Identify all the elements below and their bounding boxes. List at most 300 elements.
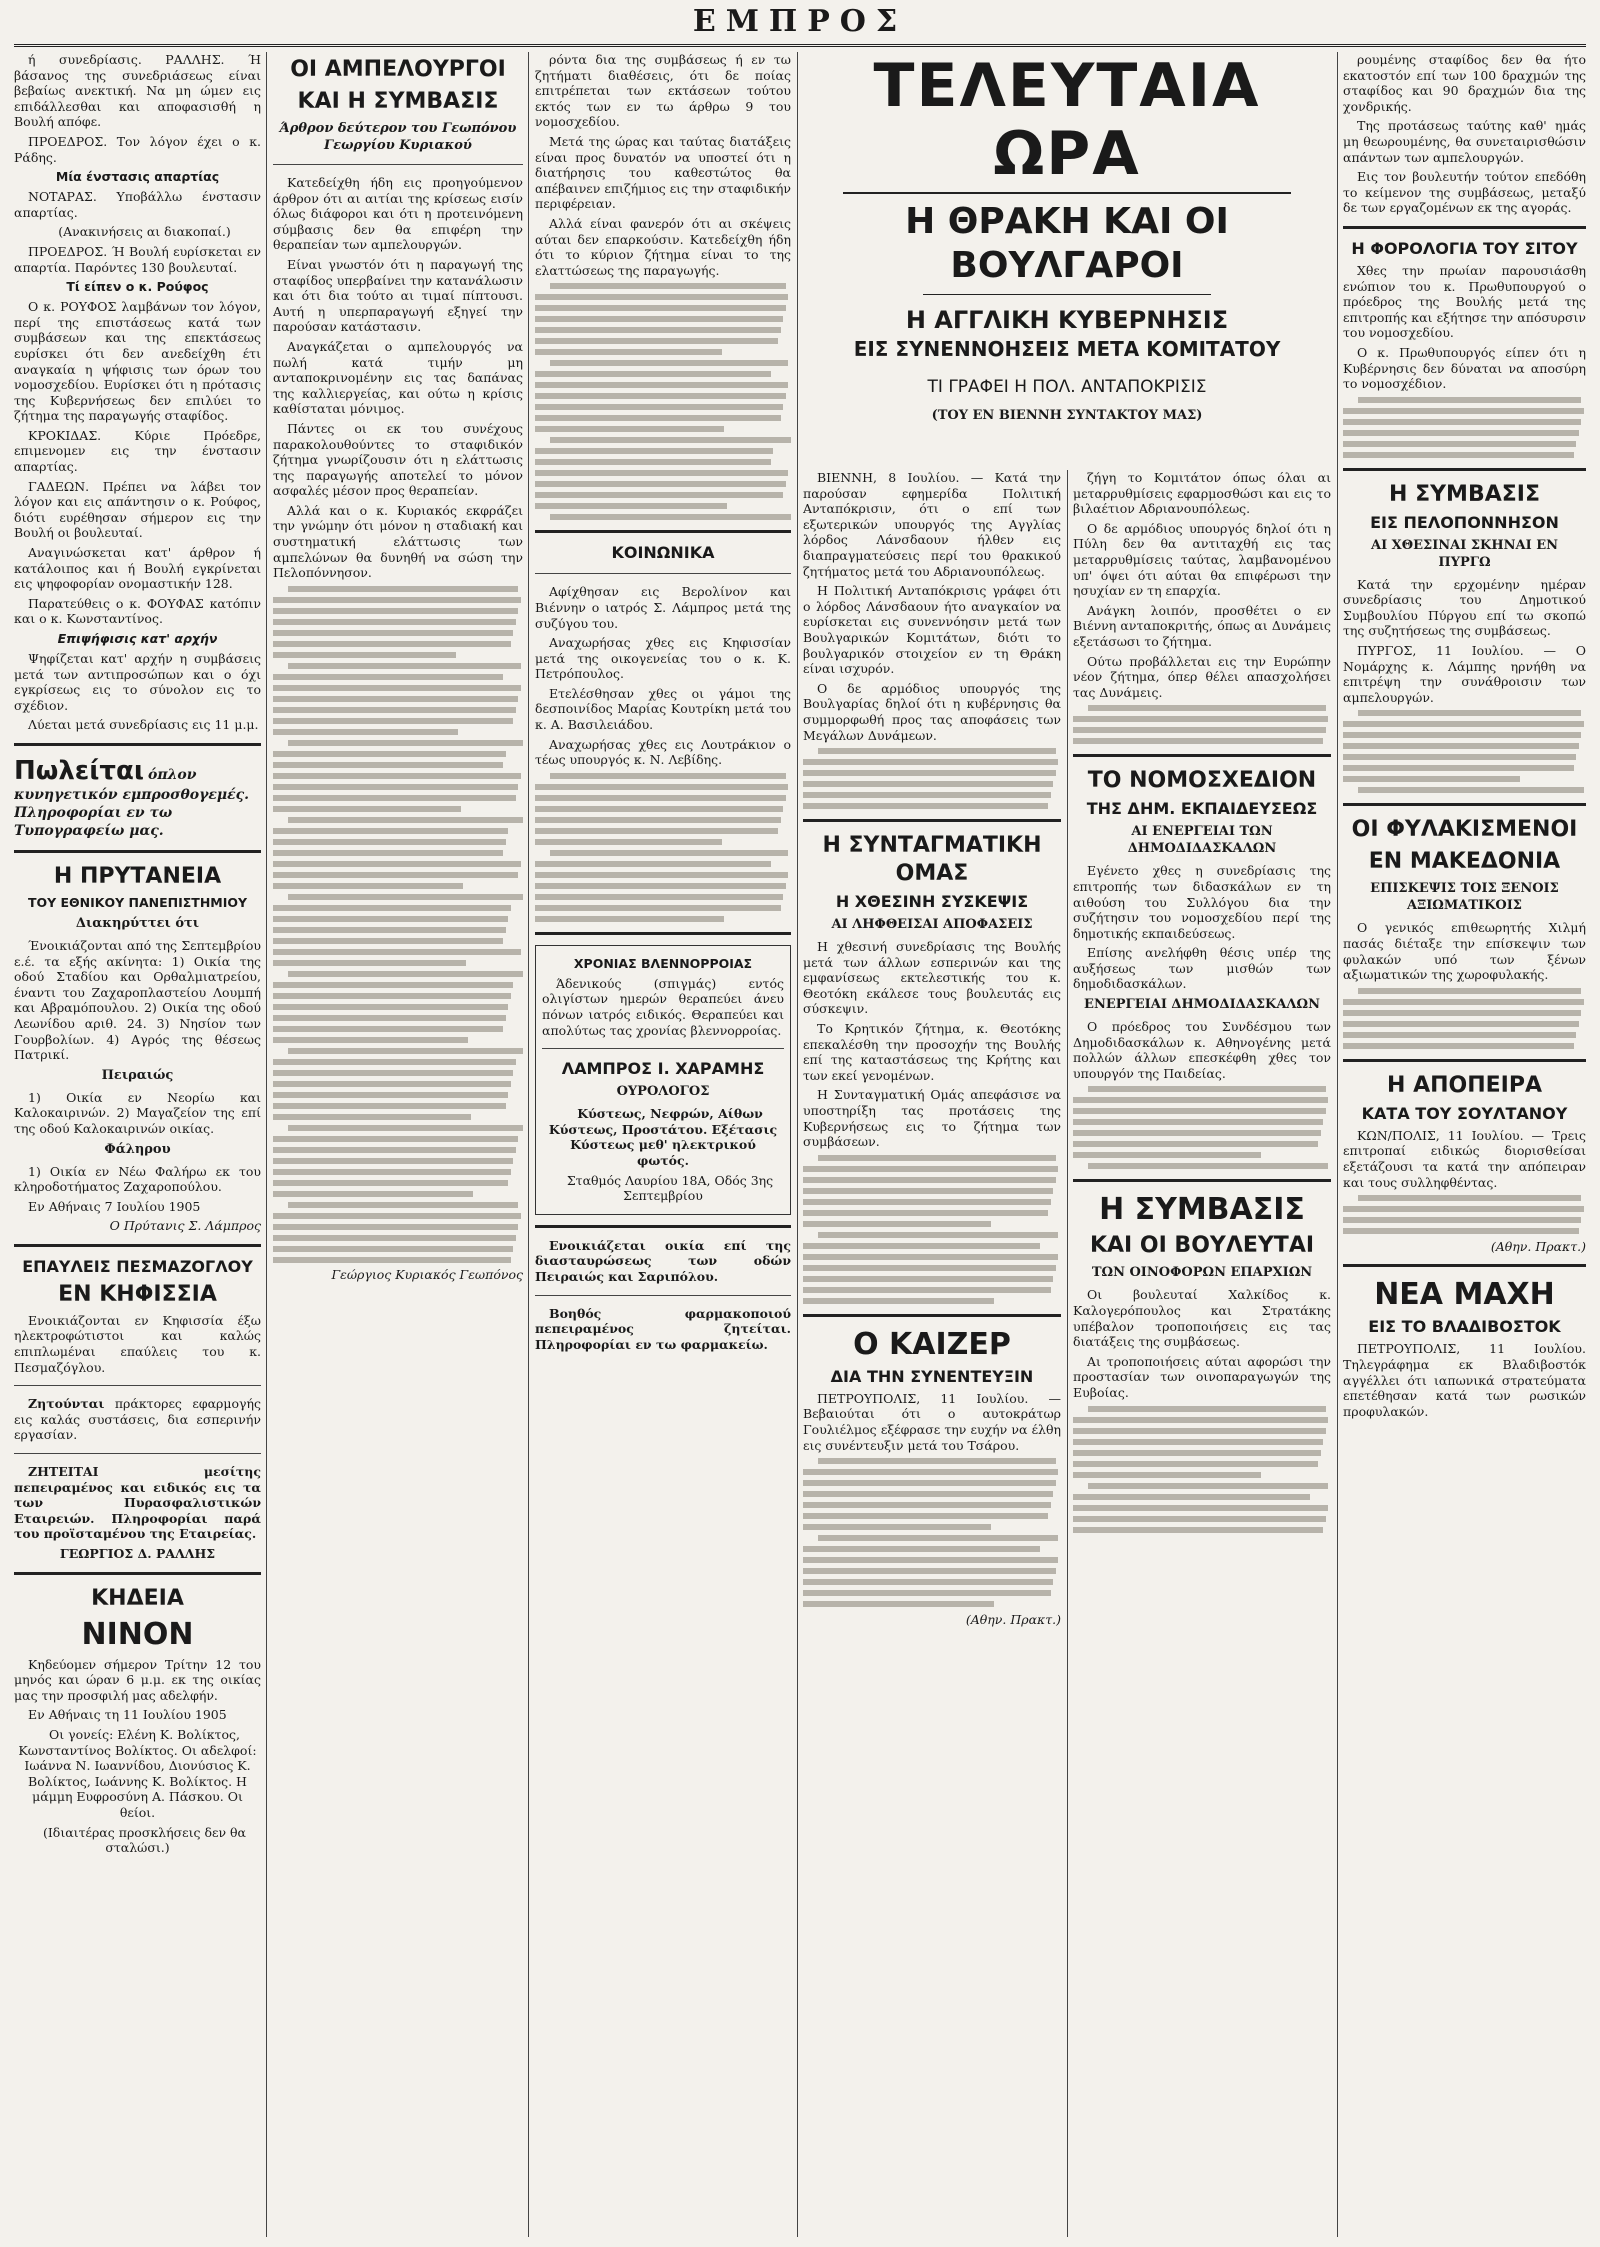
divider bbox=[803, 1314, 1061, 1317]
text-line bbox=[803, 1546, 1040, 1552]
text-line bbox=[818, 1232, 1058, 1238]
text-line bbox=[1343, 452, 1574, 458]
text-line bbox=[1088, 1086, 1325, 1092]
article-body-continued bbox=[803, 1155, 1061, 1304]
divider bbox=[535, 573, 791, 574]
parliament-text: Λύεται μετά συνεδρίασις εις 11 μ.μ. bbox=[28, 717, 259, 733]
text-line bbox=[273, 806, 461, 812]
text-line bbox=[273, 652, 456, 658]
vinegrowers-title: ΟΙ ΑΜΠΕΛΟΥΡΓΟΙ bbox=[290, 57, 506, 82]
text-line bbox=[803, 1568, 1056, 1574]
kifisia-subtitle: ΕΝ ΚΗΦΙΣΣΙΑ bbox=[58, 1281, 217, 1307]
text-line bbox=[1073, 1472, 1261, 1478]
text-line bbox=[1343, 1043, 1574, 1049]
text-line bbox=[535, 894, 783, 900]
article-paragraph: Αναγκάζεται ο αμπελουργός να πωλή κατά τιμήν μη ανταποκρινομένην εις τας δαπάνας της καλλιεργείας, και ούτω η κρίσις καθίσταται μόνιμος. bbox=[273, 338, 523, 417]
convention-subtitle-2: ΤΩΝ ΟΙΝΟΦΟΡΩΝ ΕΠΑΡΧΙΩΝ bbox=[1091, 1265, 1313, 1281]
text-line bbox=[1343, 721, 1584, 727]
text-line bbox=[1073, 1417, 1328, 1423]
text-line bbox=[1343, 430, 1579, 436]
text-line bbox=[1073, 1097, 1328, 1103]
text-line bbox=[273, 729, 458, 735]
text-line bbox=[1343, 419, 1581, 425]
text-line bbox=[273, 773, 521, 779]
zitite-signer: ΓΕΩΡΓΙΟΣ Δ. ΡΑΛΛΗΣ bbox=[59, 1546, 216, 1561]
text-line bbox=[535, 861, 771, 867]
text-line bbox=[273, 630, 513, 636]
text-line bbox=[1343, 1228, 1579, 1234]
doctor-address: Σταθμός Λαυρίου 18Α, Οδός 3ης Σεπτεμβρίου bbox=[566, 1172, 774, 1204]
article-paragraph: Μετά της ώρας και ταύτας διατάξεις είναι προς δυνατόν να υποστεί ότι η διατήρησις του καθεστώτος θα απέβαινεν επιζήμιος εις την σταφιδικήν περιφέρειαν. bbox=[535, 133, 791, 212]
article-paragraph: Της προτάσεως ταύτης καθ' ημάς μη θεωρουμένης, θα συνεταιρισθώσιν απάντων των αμπελουργών. bbox=[1343, 118, 1586, 165]
text-line bbox=[273, 1092, 508, 1098]
article-paragraph: Εγένετο χθες η συνεδρίασις της επιτροπής των διδασκάλων εν τη αιθούση του Συλλόγου δια την συζήτησιν του νομοσχεδίου περί της δημοτικής εκπαιδεύσεως. bbox=[1073, 863, 1331, 941]
text-line bbox=[1358, 710, 1582, 716]
text-line bbox=[273, 641, 511, 647]
wanted-text: πράκτορες εφαρμογής εις καλάς συστάσεις, δια εσπερινήν εργασίαν. bbox=[14, 1396, 261, 1443]
text-line bbox=[1073, 738, 1323, 744]
column-divider bbox=[1067, 470, 1068, 2237]
text-line bbox=[273, 707, 516, 713]
article-body-continued bbox=[273, 586, 523, 1263]
text-line bbox=[535, 382, 788, 388]
parliament-text: Παρατεύθεις ο κ. ΦΟΥΦΑΣ κατόπιν και ο κ. Κωνσταντίνος. bbox=[14, 595, 261, 627]
text-line bbox=[803, 792, 1051, 798]
text-line bbox=[535, 883, 786, 889]
university-subtitle: ΤΟΥ ΕΘΝΙΚΟΥ ΠΑΝΕΠΙΣΤΗΜΙΟΥ bbox=[27, 894, 248, 910]
sale-ad bbox=[14, 756, 261, 840]
text-line bbox=[288, 740, 523, 746]
divider bbox=[1073, 754, 1331, 757]
text-line bbox=[803, 1210, 1048, 1216]
zitite-text: μεσίτης πεπειραμένος και ειδικός εις τα των Πυρασφαλιστικών Εταιρειών. Πληροφορίαι παρά του προϊσταμένου της Εταιρείας. bbox=[14, 1464, 261, 1542]
column-1 bbox=[14, 52, 261, 2237]
sultan-source: (Αθην. Πρακτ.) bbox=[1490, 1238, 1586, 1254]
peiraeus-text: 1) Οικία εν Νεορίω και Καλοκαιρινών. 2) Μαγαζείον της επί της οδού Καλοκαιρινών οικίας. bbox=[14, 1089, 261, 1136]
text-line bbox=[803, 1480, 1056, 1486]
pelo-subtitle-2: ΑΙ ΧΘΕΣΙΝΑΙ ΣΚΗΝΑΙ ΕΝ ΠΥΡΓΩ bbox=[1370, 537, 1558, 570]
committee-headline: ΕΙΣ ΣΥΝΕΝΝΟΗΣΕΙΣ ΜΕΤΑ ΚΟΜΙΤΑΤΟΥ bbox=[853, 337, 1281, 361]
text-line bbox=[803, 1524, 991, 1530]
text-line bbox=[803, 1502, 1051, 1508]
text-line bbox=[273, 872, 518, 878]
text-line bbox=[803, 1166, 1058, 1172]
text-line bbox=[535, 327, 781, 333]
article-paragraph: Αλλά είναι φανερόν ότι αι σκέψεις αύται δεν επαρκούσιν. Κατεδείχθη ήδη ότι το κύριον ζήτημα είναι το της ελαττώσεως της παραγωγής. bbox=[535, 215, 791, 278]
parliament-text: ΓΑΔΕΩΝ. Πρέπει να λάβει τον λόγον και εις απάντησιν ο κ. Ρούφος, διότι ευρέθησαν σήμερον εις την Βουλή οι βουλευταί. bbox=[14, 478, 261, 541]
last-hour-banner bbox=[803, 52, 1331, 430]
article-paragraph: Ανάγκη λοιπόν, προσθέτει ο εν Βιέννη ανταποκριτής, όπως αι Δυνάμεις εξετάσωσι το ζήτημα. bbox=[1073, 602, 1331, 649]
article-paragraph: ΠΥΡΓΟΣ, 11 Ιουλίου. — Ο Νομάρχης κ. Λάμπης ηρνήθη να επιτρέψη την συνάθροισιν των αμπελουργών. bbox=[1343, 643, 1586, 705]
funeral-note: (Ιδιαιτέρας προσκλήσεις δεν θα σταλώσι.) bbox=[42, 1824, 246, 1856]
article-body-continued bbox=[1073, 1406, 1331, 1533]
text-line bbox=[535, 481, 786, 487]
article-paragraph: Η Πολιτική Ανταπόκρισις γράφει ότι ο λόρδος Λάνσδαουν ήτο αναγκαίον να ευρίσκεται εις συνεννόησιν μετά των Βουλγαρικών Κομιτάτων, διότι το βουλγαρικόν στοιχείον εν τη Θράκη είναι ισχυρόν. bbox=[803, 583, 1061, 677]
social-item: Αφίχθησαν εις Βερολίνον και Βιέννην ο ιατρός Σ. Λάμπρος μετά της συζύγου του. bbox=[535, 584, 791, 631]
text-line bbox=[1358, 988, 1582, 994]
text-line bbox=[273, 1037, 468, 1043]
text-line bbox=[273, 1257, 511, 1263]
text-line bbox=[803, 1276, 1053, 1282]
article-body-continued bbox=[535, 283, 791, 520]
article-body-continued bbox=[1343, 988, 1586, 1049]
text-line bbox=[535, 806, 783, 812]
teachers-heading: ΕΝΕΡΓΕΙΑΙ ΔΗΜΟΔΙΔΑΣΚΑΛΩΝ bbox=[1084, 997, 1320, 1013]
text-line bbox=[273, 674, 503, 680]
text-line bbox=[803, 1221, 991, 1227]
text-line bbox=[535, 294, 788, 300]
british-gov-headline: Η ΑΓΓΛΙΚΗ ΚΥΒΕΡΝΗΣΙΣ bbox=[905, 306, 1229, 334]
text-line bbox=[535, 817, 781, 823]
dateline: (ΤΟΥ ΕΝ ΒΙΕΝΝΗ ΣΥΝΤΑΚΤΟΥ ΜΑΣ) bbox=[931, 408, 1203, 423]
text-line bbox=[803, 770, 1056, 776]
text-line bbox=[1343, 999, 1584, 1005]
text-line bbox=[288, 1202, 518, 1208]
funeral-text: Κηδεύομεν σήμερον Τρίτην 12 του μηνός και ώραν 6 μ.μ. εκ της οικίας μας την προσφιλή μας αδελφήν. bbox=[14, 1656, 261, 1703]
funeral-name: ΝΙΝΟΝ bbox=[81, 1616, 194, 1652]
parliament-text: ΠΡΟΕΔΡΟΣ. Ή Βουλή ευρίσκεται εν απαρτία. Παρόντες 130 βουλευταί. bbox=[14, 243, 261, 275]
text-line bbox=[818, 1458, 1055, 1464]
text-line bbox=[1073, 1527, 1323, 1533]
text-line bbox=[288, 1125, 523, 1131]
text-line bbox=[273, 839, 506, 845]
text-line bbox=[803, 1513, 1048, 1519]
pelo-title: Η ΣΥΜΒΑΣΙΣ bbox=[1389, 481, 1540, 507]
divider bbox=[14, 1244, 261, 1247]
text-line bbox=[535, 872, 788, 878]
divider bbox=[14, 743, 261, 746]
education-bill-subtitle-2: ΑΙ ΕΝΕΡΓΕΙΑΙ ΤΩΝ ΔΗΜΟΔΙΔΑΣΚΑΛΩΝ bbox=[1127, 824, 1277, 857]
text-line bbox=[273, 696, 518, 702]
divider bbox=[1343, 803, 1586, 806]
parliament-text: Ψηφίζεται κατ' αρχήν η συμβάσεις μετά των αντιπροσώπων και ο όχι εγκρίσεως εις το σύνολον εις το σχέδιον. bbox=[14, 651, 261, 713]
text-line bbox=[273, 938, 503, 944]
text-line bbox=[1343, 441, 1576, 447]
text-line bbox=[1073, 1141, 1318, 1147]
text-line bbox=[535, 415, 781, 421]
text-line bbox=[803, 781, 1053, 787]
education-bill-subtitle: ΤΗΣ ΔΗΜ. ΕΚΠΑΙΔΕΥΣΕΩΣ bbox=[1086, 799, 1318, 819]
text-line bbox=[288, 586, 518, 592]
text-line bbox=[1088, 705, 1325, 711]
correspondence-headline: ΤΙ ΓΡΑΦΕΙ Η ΠΟΛ. ΑΝΤΑΠΟΚΡΙΣΙΣ bbox=[927, 377, 1207, 397]
text-line bbox=[288, 817, 523, 823]
text-line bbox=[803, 1177, 1056, 1183]
kaiser-source: (Αθην. Πρακτ.) bbox=[965, 1611, 1061, 1627]
quorum-heading: Μία ένστασις απαρτίας bbox=[55, 169, 220, 185]
text-line bbox=[550, 283, 786, 289]
text-line bbox=[273, 1191, 473, 1197]
article-paragraph: Είναι γνωστόν ότι η παραγωγή της σταφίδος υπερβαίνει την κατανάλωσιν και ότι δια τούτο αι τιμαί πίπτουσι. Αυτή η υπερπαραγωγή εξηγεί την παρούσαν κατάστασιν. bbox=[273, 256, 523, 335]
column-2 bbox=[273, 52, 523, 2237]
university-date: Εν Αθήναις 7 Ιουλίου 1905 bbox=[28, 1198, 201, 1214]
text-line bbox=[1358, 787, 1584, 793]
text-line bbox=[1073, 1494, 1310, 1500]
text-line bbox=[273, 597, 521, 603]
article-paragraph: Οι βουλευταί Χαλκίδος κ. Καλογερόπουλος και Στρατάκης υπέβαλον τροποποιήσεις εις τας διατάξεις της συμβάσεως. bbox=[1073, 1287, 1331, 1350]
kifisia-text: Ενοικιάζονται εν Κηφισσία έξω ηλεκτροφώτιστοι και καλώς επιπλωμέναι επαύλεις του κ. Πεσμαζόγλου. bbox=[14, 1312, 261, 1375]
zitite-title: ΖΗΤΕΙΤΑΙ bbox=[28, 1464, 99, 1480]
text-line bbox=[1073, 1439, 1323, 1445]
column-divider bbox=[528, 52, 529, 2237]
text-line bbox=[803, 1590, 1051, 1596]
article-body-continued bbox=[1343, 710, 1586, 793]
column-divider bbox=[797, 52, 798, 2237]
vinegrowers-title-2: ΚΑΙ Η ΣΥΜΒΑΣΙΣ bbox=[297, 89, 499, 114]
faliro-text: 1) Οικία εν Νέω Φαλήρω εκ του κληροδοτήματος Ζαχαροπούλου. bbox=[14, 1163, 261, 1195]
text-line bbox=[273, 982, 513, 988]
text-line bbox=[550, 850, 788, 856]
kaiser-subtitle: ΔΙΑ ΤΗΝ ΣΥΝΕΝΤΕΥΞΙΝ bbox=[830, 1366, 1034, 1386]
text-line bbox=[273, 685, 521, 691]
macedonia-subtitle-2: ΕΠΙΣΚΕΨΙΣ ΤΟΙΣ ΞΕΝΟΙΣ ΑΞΙΩΜΑΤΙΚΟΙΣ bbox=[1370, 881, 1559, 914]
sultan-subtitle: ΚΑΤΑ ΤΟΥ ΣΟΥΛΤΑΝΟΥ bbox=[1361, 1103, 1568, 1123]
social-continued bbox=[535, 773, 791, 922]
funeral-signers: Οι γονείς: Ελένη Κ. Βολίκτος, Κωνσταντίνος Βολίκτος. Οι αδελφοί: Ιωάννα Ν. Ιωαννίδου, Διονύσιος Κ. Βολίκτος, Ιωάννης Κ. Βολίκτος. Η μάμμη Ευφροσύνη Α. Πάσκου. Οι θείοι. bbox=[18, 1726, 257, 1820]
text-line bbox=[550, 514, 791, 520]
text-line bbox=[1088, 1163, 1328, 1169]
divider bbox=[1343, 1264, 1586, 1267]
text-line bbox=[1343, 765, 1574, 771]
article-paragraph: Ο δε αρμόδιος υπουργός δηλοί ότι η Πύλη δεν θα αντιταχθή εις τας μεταρρυθμίσεις ταύτας, λαμβανομένου υπ' όψει ότι αύται θα επιφέρωσι την ησυχίαν εν τη επαρχία. bbox=[1073, 520, 1331, 599]
article-paragraph: Κατεδείχθη ήδη εις προηγούμενον άρθρον ότι αι αιτίαι της κρίσεως εισίν όλως διάφοροι και ότι η προτεινόμενη σύμβασις δεν θα επιφέρη την θεραπείαν των αμπελουργών. bbox=[273, 175, 523, 253]
divider bbox=[535, 1225, 791, 1228]
text-line bbox=[273, 1070, 513, 1076]
text-line bbox=[288, 663, 521, 669]
sultan-title: Η ΑΠΟΠΕΙΡΑ bbox=[1387, 1072, 1542, 1098]
battle-subtitle: ΕΙΣ ΤΟ ΒΛΑΔΙΒΟΣΤΟΚ bbox=[1368, 1317, 1561, 1337]
divider bbox=[1343, 226, 1586, 229]
clinic-ad-text: Άδενικούς (σπιγμάς) εντός ολιγίστων ημερών θεραπεύει άνευ πόνων ιατρός ειδικός. Θεραπεύει και απολύτως τας χρονίας βλεννορροίας. bbox=[542, 975, 784, 1038]
article-paragraph: Κατά την ερχομένην ημέραν συνεδρίασις του Δημοτικού Συμβουλίου Πύργου επί τω σκοπώ της συζητήσεως της συμβάσεως. bbox=[1343, 576, 1586, 639]
divider bbox=[273, 164, 523, 165]
text-line bbox=[535, 448, 773, 454]
text-line bbox=[1088, 1406, 1325, 1412]
text-line bbox=[803, 803, 1048, 809]
text-line bbox=[288, 1048, 523, 1054]
article-paragraph: Η Συνταγματική Ομάς απεφάσισε να υποστηρίξη τας προτάσεις της Κυβερνήσεως εις το ζήτημα των συμβάσεων. bbox=[803, 1087, 1061, 1150]
text-line bbox=[273, 1059, 516, 1065]
divider bbox=[803, 819, 1061, 822]
divider bbox=[14, 1453, 261, 1454]
text-line bbox=[273, 949, 521, 955]
text-line bbox=[273, 1136, 518, 1142]
article-paragraph: Εις τον βουλευτήν τούτον επεδόθη το κείμενον της συμβάσεως, μεταξύ δε των εργαζομένων εκ της αγοράς. bbox=[1343, 169, 1586, 216]
text-line bbox=[1343, 1217, 1581, 1223]
text-line bbox=[273, 993, 511, 999]
text-line bbox=[273, 916, 508, 922]
pharmacy-notice: Βοηθός φαρμακοποιού πεπειραμένος ζητείται. Πληροφορίαι εν τω φαρμακείω. bbox=[535, 1305, 791, 1352]
divider bbox=[1073, 1179, 1331, 1182]
article-paragraph: ΚΩΝ/ΠΟΛΙΣ, 11 Ιουλίου. — Τρεις επιτροπαί ειδικώς διορισθείσαι εξετάζουσι τα κατά την απόπειραν και τους συλληφθέντας. bbox=[1343, 1127, 1586, 1190]
text-line bbox=[535, 393, 786, 399]
text-line bbox=[818, 1535, 1058, 1541]
roufos-heading: Τί είπεν ο κ. Ρούφος bbox=[66, 279, 209, 295]
divider bbox=[535, 932, 791, 935]
constitutional-group-subtitle: Η ΧΘΕΣΙΝΗ ΣΥΣΚΕΨΙΣ bbox=[835, 892, 1029, 912]
text-line bbox=[1343, 732, 1581, 738]
divider bbox=[1343, 468, 1586, 471]
parliament-text: ΚΡΟΚΙΔΑΣ. Κύριε Πρόεδρε, επιμενομεν εις την ένστασιν απαρτίας. bbox=[14, 427, 261, 475]
university-title: Η ΠΡΥΤΑΝΕΙΑ bbox=[53, 863, 222, 889]
text-line bbox=[273, 1015, 506, 1021]
vote-heading: Επιψήφισις κατ' αρχήν bbox=[57, 631, 218, 646]
text-line bbox=[550, 360, 788, 366]
text-line bbox=[273, 1103, 506, 1109]
clinic-ad-title: ΧΡΟΝΙΑΣ ΒΛΕΝΝΟΡΡΟΙΑΣ bbox=[573, 955, 753, 971]
text-line bbox=[273, 850, 503, 856]
text-line bbox=[535, 404, 783, 410]
article-paragraph: Επίσης ανελήφθη θέσις υπέρ της αυξήσεως των μισθών των δημοδιδασκάλων. bbox=[1073, 945, 1331, 992]
text-line bbox=[550, 437, 791, 443]
text-line bbox=[1073, 1130, 1321, 1136]
text-line bbox=[273, 718, 513, 724]
text-line bbox=[273, 1224, 518, 1230]
text-line bbox=[273, 905, 511, 911]
article-paragraph: ζήγη το Κομιτάτον όπως όλαι αι μεταρρυθμίσεις εφαρμοσθώσι και εις το βιλαέτιον Αδριανουπόλεως. bbox=[1073, 470, 1331, 517]
text-line bbox=[803, 1199, 1051, 1205]
divider bbox=[535, 1295, 791, 1296]
text-line bbox=[288, 894, 523, 900]
doctor-name: ΛΑΜΠΡΟΣ Ι. ΧΑΡΑΜΗΣ bbox=[561, 1059, 765, 1079]
text-line bbox=[803, 1188, 1053, 1194]
text-line bbox=[1073, 1119, 1323, 1125]
article-paragraph: ΒΙΕΝΝΗ, 8 Ιουλίου. — Κατά την παρούσαν εφημερίδα Πολιτική Ανταπόκρισιν, ότι ο επί των εξωτερικών υπουργός της Αγγλίας λόρδος Λάνσδαουν ήλθεν εις διαπραγματεύσεις περί του θρακικού ζητήματος μετά του Αδριανουπόλεως. bbox=[803, 470, 1061, 579]
pelo-subtitle: ΕΙΣ ΠΕΛΟΠΟΝΝΗΣΟΝ bbox=[1370, 512, 1559, 532]
article-paragraph: Αι τροποποιήσεις αύται αφορώσι την προστασίαν των οινοπαραγωγών της Ευβοίας. bbox=[1073, 1353, 1331, 1400]
text-line bbox=[273, 1169, 511, 1175]
text-line bbox=[1343, 408, 1584, 414]
parliament-text: Αναγινώσκεται κατ' άρθρον ή κατάλοιπος και ή Βουλή εγκρίνεται εις ψηφοφορίαν ονομαστικήν 128. bbox=[14, 545, 261, 592]
university-announce: Διακηρύττει ότι bbox=[75, 915, 200, 931]
column-divider bbox=[266, 52, 267, 2237]
text-line bbox=[273, 619, 516, 625]
divider bbox=[542, 1048, 784, 1049]
text-line bbox=[1073, 1516, 1326, 1522]
article-signature: Γεώργιος Κυριακός Γεωπόνος bbox=[331, 1267, 523, 1283]
text-line bbox=[273, 1180, 508, 1186]
text-line bbox=[803, 759, 1058, 765]
text-line bbox=[273, 1246, 513, 1252]
parliament-opening: ή συνεδρίασις. ΡΑΛΛΗΣ. Ή βάσανος της συνεδριάσεως είναι βεβαίως ανεκτική. Να μη ώμεν εις επιδάλλεσθαι και αποφασισθή η Βουλή απόφε. bbox=[14, 52, 261, 130]
text-line bbox=[1343, 754, 1576, 760]
article-body-continued bbox=[1073, 1086, 1331, 1169]
text-line bbox=[273, 751, 506, 757]
article-paragraph: ρουμένης σταφίδος δεν θα ήτο εκατοστόν επί των 100 δραχμών της σταφίδος και 90 δραχμών δια της χονδρικής. bbox=[1343, 52, 1586, 114]
peiraeus-heading: Πειραιώς bbox=[101, 1067, 174, 1083]
divider bbox=[1343, 1059, 1586, 1062]
text-line bbox=[1358, 397, 1582, 403]
text-line bbox=[803, 1469, 1058, 1475]
text-line bbox=[803, 1254, 1058, 1260]
convention-title: Η ΣΥΜΒΑΣΙΣ bbox=[1099, 1192, 1305, 1228]
text-line bbox=[803, 1265, 1056, 1271]
social-item: Αναχωρήσας χθες εις Λουτράκιον ο τέως υπουργός κ. Ν. Λεβίδης. bbox=[535, 736, 791, 768]
kifisia-title: ΕΠΑΥΛΕΙΣ ΠΕΣΜΑΖΟΓΛΟΥ bbox=[22, 1256, 253, 1276]
text-line bbox=[273, 828, 508, 834]
constitutional-group-subtitle-2: ΑΙ ΛΗΦΘΕΙΣΑΙ ΑΠΟΦΑΣΕΙΣ bbox=[831, 917, 1033, 933]
convention-subtitle: ΚΑΙ ΟΙ ΒΟΥΛΕΥΤΑΙ bbox=[1089, 1233, 1315, 1259]
text-line bbox=[273, 1147, 516, 1153]
text-line bbox=[535, 426, 724, 432]
university-text: Ένοικιάζονται από της Σεπτεμβρίου ε.έ. τα εξής ακίνητα: 1) Οικία της οδού Σταδίου και Ορθαλμιατρείου, έναντι του Ζαχαροπλαστείου Λουμπή και Αβραμόπουλου. 2) Οικία της οδού Λεωνίδου αριθ. 24. 3) Νησίον των Γουρβολίων. 4) Αγρός της θέσεως Πατρικί. bbox=[14, 937, 261, 1063]
faliro-heading: Φάληρου bbox=[104, 1141, 171, 1157]
text-line bbox=[803, 1491, 1053, 1497]
text-line bbox=[1343, 1010, 1581, 1016]
university-signer: Ο Πρύτανις Σ. Λάμπρος bbox=[109, 1218, 261, 1234]
text-line bbox=[535, 492, 783, 498]
grain-tax-title: Η ΦΟΡΟΛΟΓΙΑ ΤΟΥ ΣΙΤΟΥ bbox=[1351, 238, 1578, 258]
masthead-rule bbox=[14, 44, 1586, 47]
text-line bbox=[803, 1298, 994, 1304]
text-line bbox=[818, 1155, 1055, 1161]
article-body-continued bbox=[1343, 397, 1586, 458]
battle-title: ΝΕΑ ΜΑΧΗ bbox=[1374, 1277, 1555, 1313]
text-line bbox=[803, 1287, 1051, 1293]
text-line bbox=[273, 861, 521, 867]
text-line bbox=[273, 608, 518, 614]
divider bbox=[14, 1385, 261, 1386]
text-line bbox=[273, 1081, 511, 1087]
article-paragraph: Αλλά και ο κ. Κυριακός εκφράζει την γνώμην ότι μόνον η σταδιακή και συστηματική ελάττωσις των αμπελώνων θα δυνηθή να σώση την Πελοπόννησον. bbox=[273, 502, 523, 581]
column-5 bbox=[1073, 470, 1331, 2237]
text-line bbox=[1343, 1032, 1576, 1038]
text-line bbox=[535, 470, 788, 476]
article-paragraph: Ο πρόεδρος του Συνδέσμου των Δημοδιδασκάλων κ. Αθηνογένης μετά πολλών άλλων επεσκέφθη χθες τον υπουργόν της Παιδείας. bbox=[1073, 1019, 1331, 1081]
article-body-continued bbox=[803, 1458, 1061, 1607]
funeral-title: ΚΗΔΕΙΑ bbox=[91, 1585, 184, 1611]
article-paragraph: Ο γενικός επιθεωρητής Χιλμή πασάς διέταξε την επίσκεψιν των φυλακών υπό των ξένων αξιωματικών της χωροφυλακής. bbox=[1343, 920, 1586, 983]
text-line bbox=[273, 1158, 513, 1164]
last-hour-title: ΤΕΛΕΥΤΑΙΑ ΩΡΑ bbox=[873, 51, 1261, 189]
divider bbox=[14, 1572, 261, 1575]
vinegrowers-subtitle: Άρθρον δεύτερον του Γεωπόνου Γεωργίου Κυριακού bbox=[279, 121, 517, 153]
thrace-headline: Η ΘΡΑΚΗ ΚΑΙ ΟΙ ΒΟΥΛΓΑΡΟΙ bbox=[905, 201, 1229, 286]
column-3 bbox=[535, 52, 791, 2237]
doctor-specialty: ΟΥΡΟΛΟΓΟΣ bbox=[616, 1084, 710, 1100]
text-line bbox=[273, 883, 463, 889]
text-line bbox=[535, 305, 786, 311]
text-line bbox=[273, 1235, 516, 1241]
parliament-text: (Ανακινήσεις αι διακοπαί.) bbox=[58, 224, 231, 240]
text-line bbox=[535, 503, 727, 509]
column-6 bbox=[1343, 52, 1586, 2237]
sale-ad-text: όπλον κυνηγετικόν εμπροσθογεμές. Πληροφορίαι εν τω Τυπογραφείω μας. bbox=[14, 766, 250, 839]
text-line bbox=[803, 1557, 1058, 1563]
divider bbox=[14, 850, 261, 853]
text-line bbox=[818, 748, 1055, 754]
article-paragraph: Ο δε αρμόδιος υπουργός της Βουλγαρίας δηλοί ότι η κυβέρνησις θα συμμορφωθή προς τας αποφάσεις των Μεγάλων Δυνάμεων. bbox=[803, 680, 1061, 743]
text-line bbox=[1358, 1195, 1582, 1201]
text-line bbox=[288, 971, 523, 977]
text-line bbox=[1088, 1483, 1328, 1489]
text-line bbox=[535, 784, 788, 790]
column-4 bbox=[803, 470, 1061, 2237]
parliament-speaker: ΠΡΟΕΔΡΟΣ. Τον λόγον έχει ο κ. Ράδης. bbox=[14, 133, 261, 165]
article-paragraph: Πάντες οι εκ του συνέχους παρακολουθούντες το σταφιδικόν ζήτημα γνωρίζουσιν ότι η ελάττωσις της παραγωγής αποτελεί το μόνον ασφαλές μέσον προς θεραπείαν. bbox=[273, 420, 523, 499]
article-body-continued bbox=[803, 748, 1061, 809]
text-line bbox=[273, 960, 466, 966]
text-line bbox=[1073, 727, 1326, 733]
article-paragraph: Χθες την πρωίαν παρουσιάσθη ενώπιον του κ. Πρωθυπουργού ο πρόεδρος της Βουλής μετά της επιτροπής και εξήτησε την απόσυρσιν του νομοσχεδίου. bbox=[1343, 262, 1586, 341]
article-paragraph: Η χθεσινή συνεδρίασις της Βουλής μετά των άλλων εσπερινών και της εμφανίσεως εκτελεστικής του κ. Θεοτόκη εκάλεσε τους βουλευτάς εις σύσκεψιν. bbox=[803, 939, 1061, 1017]
text-line bbox=[1343, 776, 1520, 782]
doctor-text: Κύστεως, Νεφρών, Αίθων Κύστεως, Προστάτου. Εξέτασις Κύστεως μεθ' ηλεκτρικού φωτός. bbox=[548, 1106, 778, 1168]
text-line bbox=[273, 927, 506, 933]
text-line bbox=[803, 1579, 1053, 1585]
text-line bbox=[803, 1243, 1040, 1249]
text-line bbox=[273, 784, 518, 790]
